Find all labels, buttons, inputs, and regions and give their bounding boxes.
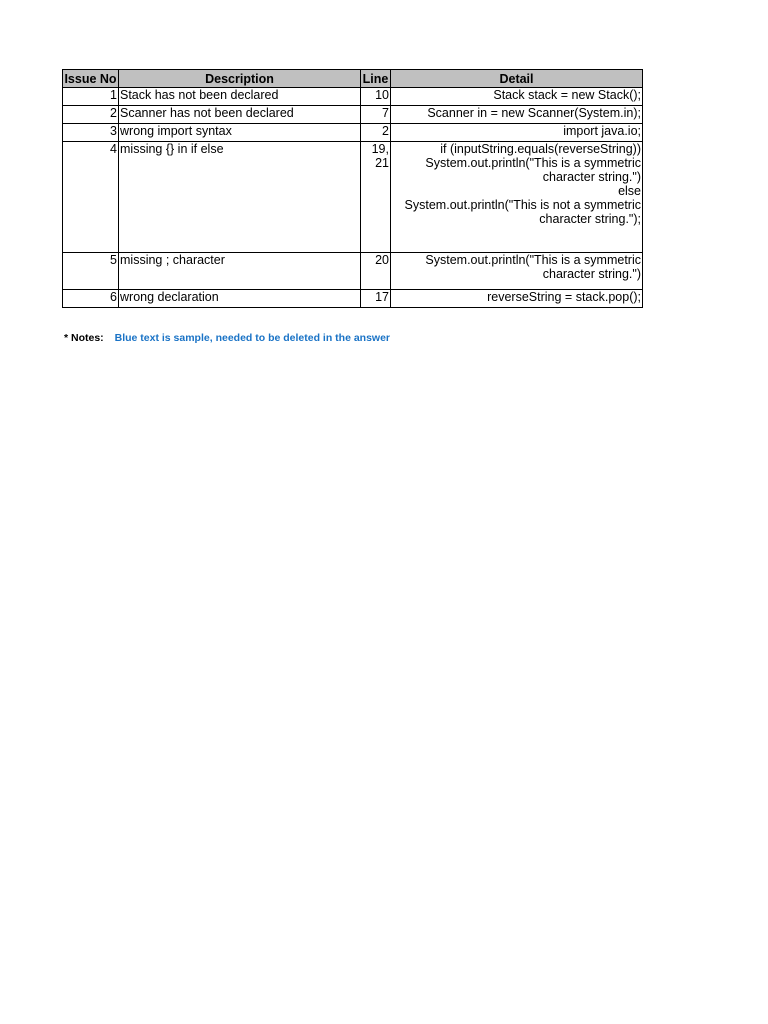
line-cell	[361, 253, 391, 290]
issue-no-cell: 3	[63, 124, 119, 142]
issue-no-cell: 6	[63, 290, 119, 308]
table-row	[63, 124, 643, 142]
detail-code-line: System.out.println("This is a symmetric	[425, 253, 641, 267]
line-cell	[361, 124, 391, 142]
issue-no-cell: 5	[63, 253, 119, 290]
header-row	[63, 70, 643, 88]
line-cell	[361, 142, 391, 253]
notes-text: Blue text is sample, needed to be deleted in the answer	[114, 332, 391, 344]
notes	[64, 332, 390, 344]
detail-cell	[391, 106, 643, 124]
issue-no-cell: 4	[63, 142, 119, 253]
detail-code-line: System.out.println("This is a symmetric	[425, 156, 641, 170]
table-row	[63, 88, 643, 106]
detail-cell	[391, 142, 643, 253]
detail-cell	[391, 88, 643, 106]
description-cell: Scanner has not been declared	[119, 106, 361, 124]
description-cell: missing {} in if else	[119, 142, 361, 253]
line-cell	[361, 290, 391, 308]
issue-no-cell: 1	[63, 88, 119, 106]
detail-cell	[391, 253, 643, 290]
description-cell: missing ; character	[119, 253, 361, 290]
header-detail: Detail	[391, 70, 643, 88]
description-cell: wrong declaration	[119, 290, 361, 308]
line-number: 2	[382, 124, 389, 138]
detail-code-line: Stack stack = new Stack();	[493, 88, 641, 102]
detail-code-line: character string.");	[539, 212, 641, 226]
issue-no-cell: 2	[63, 106, 119, 124]
header-description: Description	[119, 70, 361, 88]
description-cell: wrong import syntax	[119, 124, 361, 142]
line-number: 10	[375, 88, 389, 102]
description-cell: Stack has not been declared	[119, 88, 361, 106]
line-number: 20	[375, 253, 389, 267]
table-row	[63, 142, 643, 253]
detail-code-line: character string.")	[542, 170, 641, 184]
detail-code-line: if (inputString.equals(reverseString))	[440, 142, 641, 156]
line-cell	[361, 106, 391, 124]
issues-table	[62, 69, 643, 308]
table-row	[63, 253, 643, 290]
line-cell	[361, 88, 391, 106]
header-issue-no: Issue No	[64, 71, 117, 86]
line-number: 21	[375, 156, 389, 170]
detail-code-line: reverseString = stack.pop();	[487, 290, 641, 304]
detail-code-line: System.out.println("This is not a symmetric	[404, 198, 641, 212]
table-row	[63, 290, 643, 308]
notes-label: * Notes:	[64, 332, 104, 344]
detail-code-line: else	[618, 184, 641, 198]
detail-cell	[391, 290, 643, 308]
header-line: Line	[361, 70, 391, 88]
detail-code-line: Scanner in = new Scanner(System.in);	[427, 106, 641, 120]
detail-code-line: import java.io;	[563, 124, 641, 138]
detail-code-line: character string.")	[542, 267, 641, 281]
line-number: 7	[382, 106, 389, 120]
line-number: 17	[375, 290, 389, 304]
line-number: 19,	[371, 142, 389, 156]
detail-cell	[391, 124, 643, 142]
table-row	[63, 106, 643, 124]
